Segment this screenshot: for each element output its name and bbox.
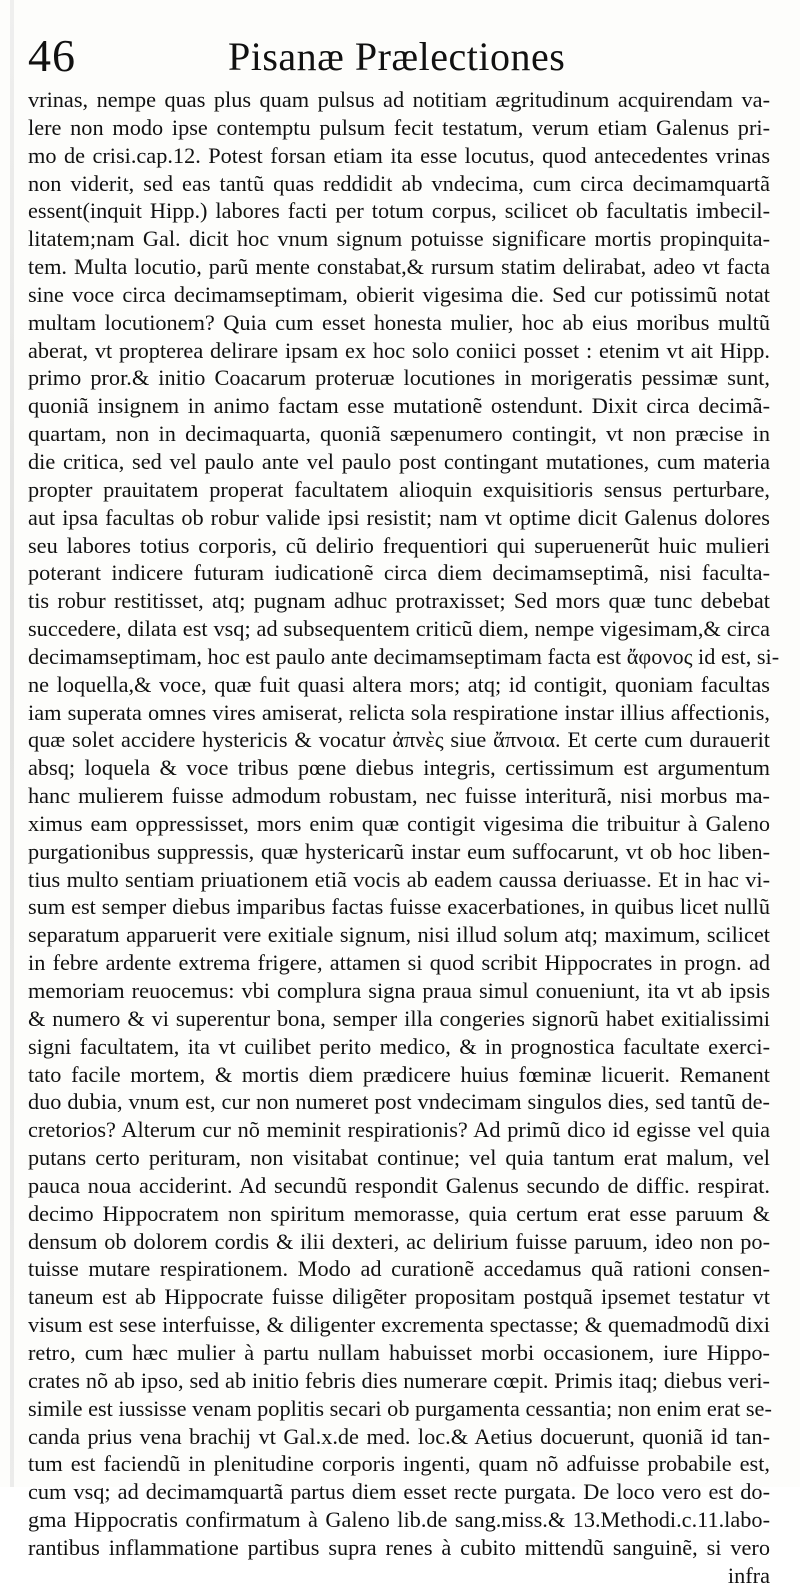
text-line: gma Hippocratis confirmatum à Galeno lib.de sang.miss.& 13.Methodi.c.11.labo- [28, 1507, 770, 1533]
text-line: litatem;nam Gal. dicit hoc vnum signum potuisse significare mortis propinquita- [28, 226, 770, 252]
text-line: seu labores totius corporis, cũ delirio frequentiori qui superuenerũt huic mulieri [28, 532, 770, 558]
text-line: die critica, sed vel paulo ante vel paulo post contingant mutationes, cum materia [28, 448, 770, 474]
text-line: crates nõ ab ipso, sed ab initio febris dies numerare cœpit. Primis itaq; diebus veri- [28, 1367, 770, 1393]
text-line: duo dubia, vnum est, cur non numeret post vndecimam singulos dies, sed tantũ de- [28, 1089, 770, 1115]
text-line: canda prius vena brachij vt Gal.x.de med. loc.& Aetius docuerunt, quoniã id tan- [28, 1423, 770, 1449]
text-line: purgationibus suppressis, quæ hystericarũ instar eum suffocarunt, vt ob hoc liben- [28, 838, 770, 864]
catchword: infra [727, 1562, 770, 1588]
text-line: putans certo perituram, non visitabat continue; vel quia tantum erat malum, vel [28, 1145, 770, 1171]
text-line: rantibus inflammatione partibus supra renes à cubito mittendũ sanguinẽ, si vero [28, 1534, 770, 1560]
text-line: lere non modo ipse contemptu pulsum fecit testatum, verum etiam Galenus pri- [28, 114, 770, 140]
running-head: Pisanæ Prælectiones [228, 34, 566, 79]
text-line: aberat, vt propterea delirare ipsam ex hoc solo coniici posset : etenim vt ait Hipp. [28, 337, 770, 363]
text-line: & numero & vi superentur bona, semper illa congeries signorũ habet exitialissimi [28, 1005, 770, 1031]
text-line: mo de crisi.cap.12. Potest forsan etiam ita esse locutus, quod antecedentes vrinas [28, 142, 770, 168]
text-line: ximus eam oppressisset, mors enim quæ contigit vigesima die tribuitur à Galeno [28, 810, 770, 836]
text-line: pauca noua acciderint. Ad secundũ respondit Galenus secundo de diffic. respirat. [28, 1172, 770, 1198]
text-line: primo pror.& initio Coacarum proteruæ locutiones in morigeratis pessimæ sunt, [28, 365, 770, 391]
text-line: signi facultatem, ita vt cuilibet perito medico, & in prognostica facultate exerci- [28, 1033, 770, 1059]
text-line: tuisse mutare respirationem. Modo ad curationẽ accedamus quã rationi consen- [28, 1256, 770, 1282]
text-line: cretorios? Alterum cur nõ meminit respirationis? Ad primũ dico id egisse vel quia [28, 1117, 770, 1143]
body-text [28, 86, 780, 1590]
text-line: quæ solet accidere hystericis & vocatur ἀπνὲς siue ἄπνοια. Et certe cum durauerit [28, 727, 770, 753]
text-line: iam superata omnes vires amiserat, relicta sola respiratione instar illius affectionis, [28, 699, 770, 725]
text-line: densum ob dolorem cordis & ilii dexteri, ac delirium fuisse paruum, ideo non po- [28, 1228, 770, 1254]
text-line: ne loquella,& voce, quæ fuit quasi altera mors; atq; id contigit, quoniam facultas [28, 671, 770, 697]
text-line: multam locutionem? Quia cum esset honesta mulier, hoc ab eius moribus multũ [28, 309, 770, 335]
text-line: decimamseptimam, hoc est paulo ante decimamseptimam facta est ἄφονος id est, si- [28, 643, 780, 669]
text-line: visum est sese interfuisse, & diligenter excrementa spectasse; & quemadmodũ dixi [28, 1312, 770, 1338]
text-line: tius multo sentiam priuationem etiã vocis ab eadem caussa deriuasse. Et in hac vi- [28, 866, 770, 892]
text-line: quoniã insignem in animo factam esse mutationẽ ostendunt. Dixit circa decimã- [28, 393, 770, 419]
text-line: poterant indicere futuram iudicationẽ circa diem decimamseptimã, nisi faculta- [28, 560, 770, 586]
text-line: taneum est ab Hippocrate fuisse diligẽter propositam postquã ipsemet testatur vt [28, 1284, 770, 1310]
text-line: tum est faciendũ in plenitudine corporis ingenti, quam nõ adfuisse probabile est, [28, 1451, 770, 1477]
page-edge-shadow [10, 0, 14, 1487]
text-line: memoriam reuocemus: vbi complura signa praua simul conueniunt, ita vt ab ipsis [28, 978, 770, 1003]
text-line: retro, cum hæc mulier à partu nullam habuisset morbi occasionem, iure Hippo- [28, 1339, 770, 1365]
page-number: 46 [28, 30, 76, 81]
text-line: vrinas, nempe quas plus quam pulsus ad notitiam ægritudinum acquirendam va- [28, 87, 770, 112]
text-line: tato facile mortem, & mortis diem prædicere huius fœminæ licuerit. Remanent [28, 1061, 770, 1087]
text-line: tem. Multa locutio, parũ mente constabat,& rursum statim delirabat, adeo vt facta [28, 254, 770, 280]
text-line: tis robur restitisset, atq; pugnam adhuc protraxisset; Sed mors quæ tunc debebat [28, 588, 770, 614]
text-line: separatum apparuerit vere exitiale signum, nisi illud solum atq; maximum, scilicet [28, 922, 770, 948]
text-line: sum est semper diebus imparibus factas fuisse exacerbationes, in quibus licet nullũ [28, 894, 770, 920]
text-line: aut ipsa facultas ob robur valide ipsi resistit; nam vt optime dicit Galenus dolores [28, 504, 770, 530]
text-line: decimo Hippocratem non spiritum memorasse, quia certum erat esse paruum & [28, 1200, 770, 1226]
text-line: succedere, dilata est vsq; ad subsequentem criticũ diem, nempe vigesimam,& circa [28, 616, 770, 642]
text-line: cum vsq; ad decimamquartã partus diem esset recte purgata. De loco vero est do- [28, 1479, 770, 1505]
text-line: propter prauitatem properat facultatem alioquin exquisitioris sensus perturbare, [28, 476, 770, 502]
text-line: non viderit, sed eas tantũ quas reddidit ab vndecima, cum circa decimamquartã [28, 170, 770, 196]
text-line: absq; loquela & voce tribus pœne diebus integris, certissimum est argumentum [28, 755, 770, 781]
page-header [28, 18, 782, 88]
text-line: quartam, non in decimaquarta, quoniã sæpenumero contingit, vt non præcise in [28, 421, 770, 447]
text-line: sine voce circa decimamseptimam, obierit vigesima die. Sed cur potissimũ notat [28, 281, 770, 307]
text-line: essent(inquit Hipp.) labores facti per totum corpus, scilicet ob facultatis imbecil- [28, 198, 770, 224]
text-line: in febre ardente extrema frigere, attamen si quod scribit Hippocrates in progn. ad [28, 950, 770, 976]
text-line: hanc mulierem fuisse admodum robustam, nec fuisse interiturã, nisi morbus ma- [28, 783, 770, 809]
text-line: simile est iussisse venam poplitis secari ob purgamenta cessantia; non enim erat se- [28, 1395, 772, 1421]
